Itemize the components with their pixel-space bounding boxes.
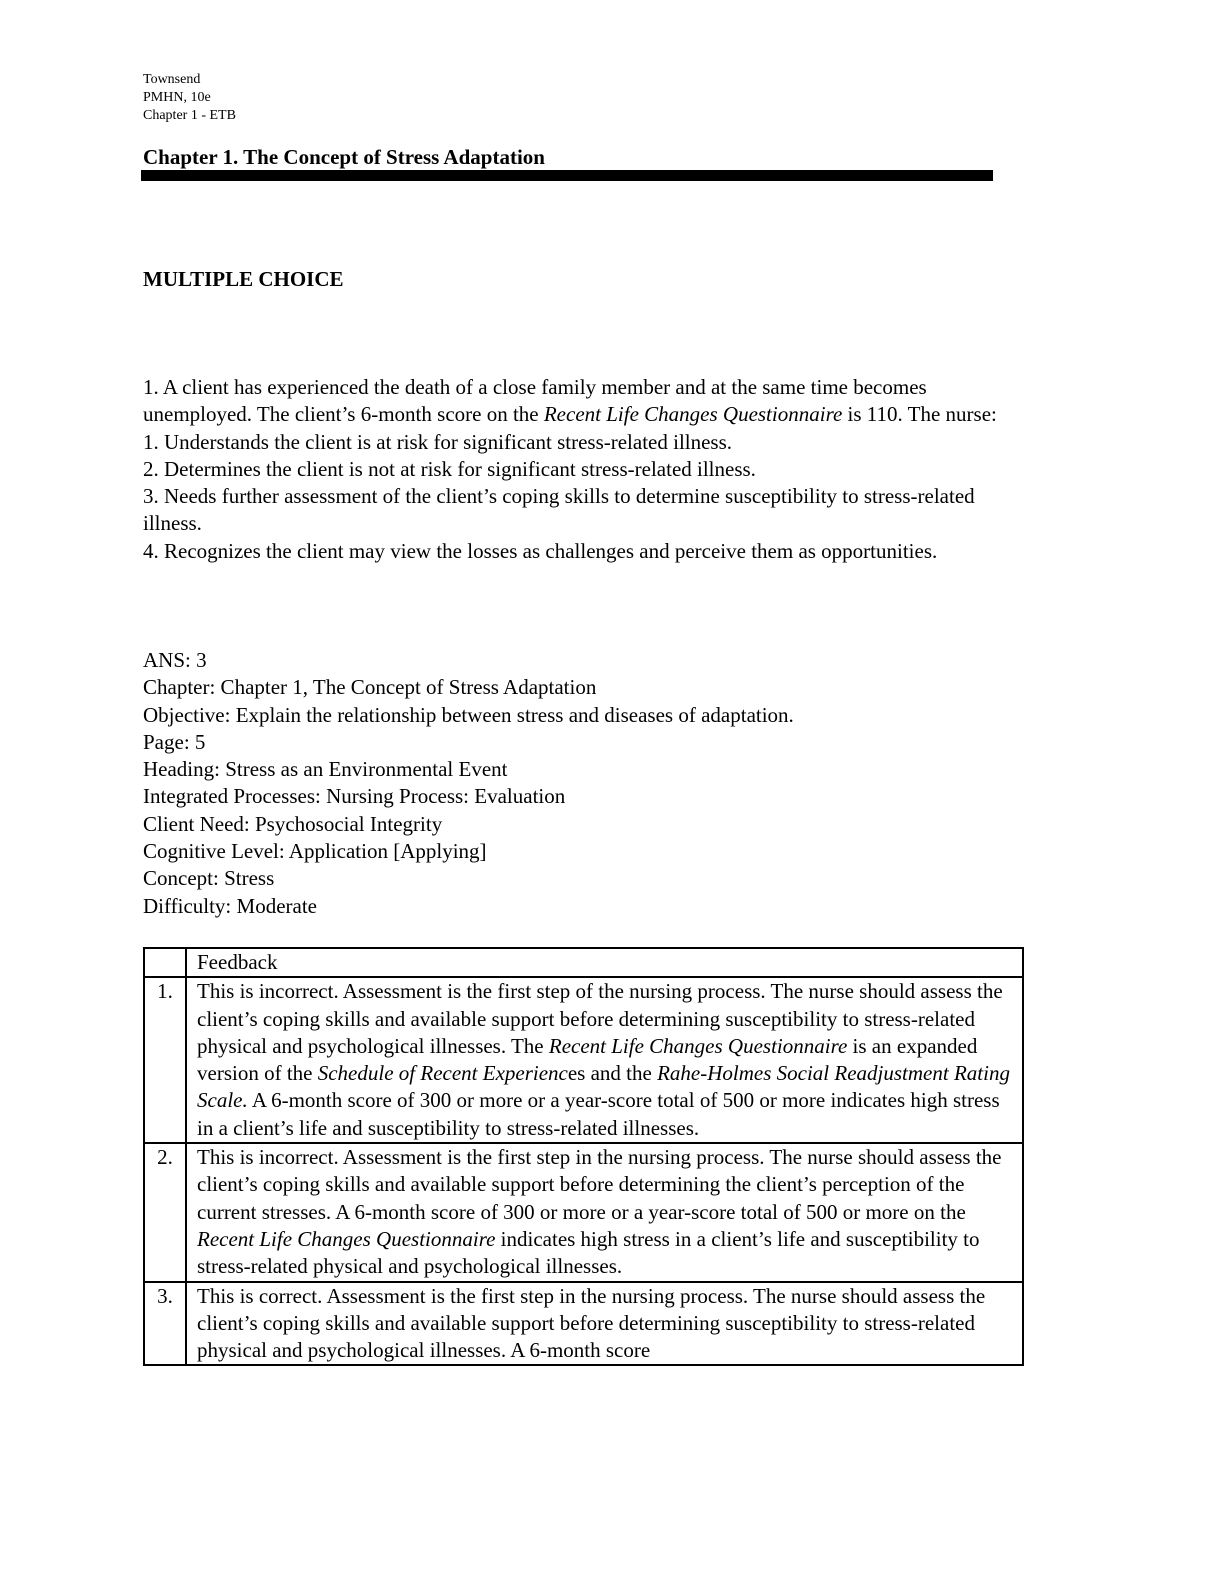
meta-concept: Concept: Stress bbox=[143, 866, 275, 891]
title-rule bbox=[141, 170, 993, 181]
meta-chapter: Chapter: Chapter 1, The Concept of Stress Adaptation bbox=[143, 675, 597, 700]
question-block bbox=[143, 374, 1003, 565]
option-4: 4. Recognizes the client may view the losses as challenges and perceive them as opportunities. bbox=[143, 538, 938, 563]
meta-page: Page: 5 bbox=[143, 729, 206, 754]
chapter-title: Chapter 1. The Concept of Stress Adaptation bbox=[143, 145, 545, 169]
meta-processes: Integrated Processes: Nursing Process: Evaluation bbox=[143, 784, 566, 809]
table-row bbox=[144, 1143, 1023, 1281]
meta-heading: Heading: Stress as an Environmental Event bbox=[143, 757, 508, 782]
section-heading: MULTIPLE CHOICE bbox=[143, 267, 344, 291]
feedback-text: This is incorrect. Assessment is the first step in the nursing process. The nurse should assess the client’s coping skills and available support before determining the client’s perception of the current stresses. A 6-month score of 300 or more or a year-score total of 500 or more on the Recent Life Changes Questionnaire indicates high stress in a client’s life and susceptibility to stress-related physical and psychological illnesses. bbox=[186, 1143, 1023, 1281]
feedback-table bbox=[143, 947, 1024, 1366]
header-author: Townsend bbox=[143, 72, 201, 87]
running-header bbox=[143, 71, 236, 125]
row-number: 3. bbox=[144, 1282, 186, 1366]
table-row bbox=[144, 1282, 1023, 1366]
feedback-header: Feedback bbox=[186, 948, 1023, 977]
meta-objective: Objective: Explain the relationship between stress and diseases of adaptation. bbox=[143, 702, 794, 727]
meta-cognitive-level: Cognitive Level: Application [Applying] bbox=[143, 839, 487, 864]
answer-key: ANS: 3 bbox=[143, 648, 207, 672]
header-chapter-ref: Chapter 1 - ETB bbox=[143, 108, 236, 123]
question-stem: 1. A client has experienced the death of a close family member and at the same time becomes unemployed. The client’s 6-month score on the Recent Life Changes Questionnaire is 110. The nurse: bbox=[143, 375, 997, 427]
option-1: 1. Understands the client is at risk for significant stress-related illness. bbox=[143, 429, 733, 454]
feedback-text: This is correct. Assessment is the first step in the nursing process. The nurse should assess the client’s coping skills and available support before determining susceptibility to stress-related physical and psychological illnesses. A 6-month score bbox=[186, 1282, 1023, 1366]
meta-client-need: Client Need: Psychosocial Integrity bbox=[143, 811, 443, 836]
row-number: 2. bbox=[144, 1143, 186, 1281]
table-row bbox=[144, 977, 1023, 1143]
table-header-row bbox=[144, 948, 1023, 977]
answer-metadata bbox=[143, 647, 1003, 920]
meta-difficulty: Difficulty: Moderate bbox=[143, 893, 317, 918]
row-number: 1. bbox=[144, 977, 186, 1143]
header-book: PMHN, 10e bbox=[143, 90, 211, 105]
option-2: 2. Determines the client is not at risk for significant stress-related illness. bbox=[143, 456, 756, 481]
feedback-text: This is incorrect. Assessment is the first step of the nursing process. The nurse should assess the client’s coping skills and available support before determining susceptibility to stress-related physical and psychological illnesses. The Recent Life Changes Questionnaire is an expanded version of the Schedule of Recent Experiences and the Rahe-Holmes Social Readjustment Rating Scale. A 6-month score of 300 or more or a year-score total of 500 or more indicates high stress in a client’s life and susceptibility to stress-related illnesses. bbox=[186, 977, 1023, 1143]
option-3: 3. Needs further assessment of the client’s coping skills to determine susceptibility to stress-related illness. bbox=[143, 484, 975, 536]
